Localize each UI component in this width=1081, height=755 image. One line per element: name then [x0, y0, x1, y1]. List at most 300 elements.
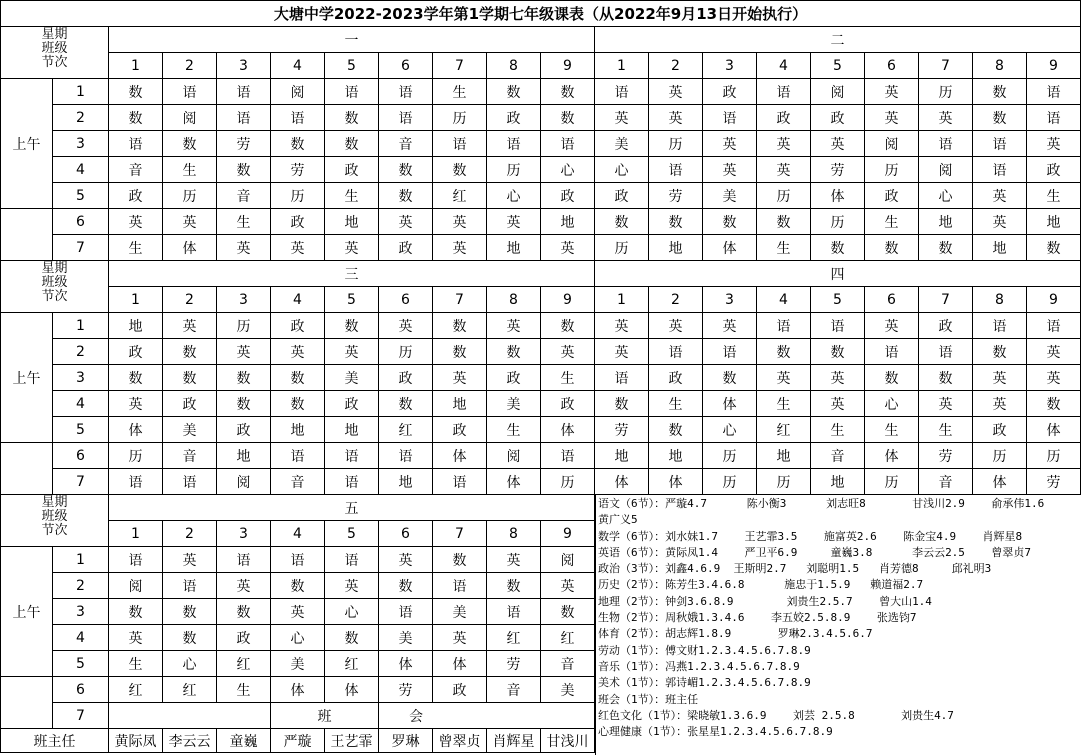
course-cell: 地 [271, 417, 325, 443]
course-cell: 数 [541, 313, 595, 339]
course-cell: 语 [325, 79, 379, 105]
course-cell: 语 [379, 105, 433, 131]
course-cell: 红 [325, 651, 379, 677]
course-cell: 政 [271, 209, 325, 235]
course-cell: 政 [811, 105, 865, 131]
class-number: 3 [703, 53, 757, 79]
course-cell: 政 [865, 183, 919, 209]
class-number: 1 [595, 53, 649, 79]
course-cell: 地 [541, 209, 595, 235]
course-cell: 数 [325, 313, 379, 339]
course-cell: 数 [1027, 391, 1081, 417]
class-number: 2 [163, 521, 217, 547]
course-cell: 数 [919, 365, 973, 391]
class-number: 9 [541, 53, 595, 79]
course-cell: 体 [109, 417, 163, 443]
course-cell: 英 [217, 235, 271, 261]
course-cell: 英 [379, 209, 433, 235]
course-cell: 数 [595, 209, 649, 235]
course-cell: 英 [865, 313, 919, 339]
course-cell: 数 [433, 339, 487, 365]
course-cell: 政 [379, 365, 433, 391]
period-number: 2 [53, 105, 109, 131]
course-cell: 英 [271, 235, 325, 261]
table-row [1, 469, 1081, 495]
course-cell: 阅 [487, 443, 541, 469]
course-cell: 英 [109, 209, 163, 235]
course-cell: 红 [379, 417, 433, 443]
course-cell: 心 [919, 183, 973, 209]
period-number: 5 [53, 417, 109, 443]
course-cell: 语 [757, 313, 811, 339]
course-cell: 数 [811, 339, 865, 365]
course-cell: 地 [1027, 209, 1081, 235]
class-number: 7 [919, 287, 973, 313]
period-number: 4 [53, 391, 109, 417]
course-cell: 英 [973, 209, 1027, 235]
course-cell: 劳 [217, 131, 271, 157]
course-cell: 生 [1027, 183, 1081, 209]
course-cell: 阅 [217, 469, 271, 495]
period-number: 2 [53, 573, 109, 599]
course-cell: 心 [595, 157, 649, 183]
session-label: 上午 [1, 79, 53, 209]
table-row [1, 79, 1081, 105]
course-cell: 语 [433, 573, 487, 599]
course-cell: 阅 [919, 157, 973, 183]
course-cell: 数 [595, 391, 649, 417]
course-cell: 英 [325, 235, 379, 261]
course-cell: 地 [325, 417, 379, 443]
legend-line: 音乐（1节）：冯燕1.2.3.4.5.6.7.8.9 [598, 659, 800, 673]
course-cell: 地 [487, 235, 541, 261]
course-cell: 政 [433, 417, 487, 443]
day-header: 五 [109, 495, 595, 521]
course-cell: 语 [487, 599, 541, 625]
course-cell: 政 [541, 391, 595, 417]
course-cell: 阅 [865, 131, 919, 157]
course-cell: 生 [487, 417, 541, 443]
period-number: 6 [53, 677, 109, 703]
table-row [1, 209, 1081, 235]
course-cell: 历 [919, 79, 973, 105]
course-cell: 地 [811, 469, 865, 495]
legend-line: 红色文化（1节）：梁晓敏1.3.6.9 刘芸 2.5.8 刘贵生4.7 [598, 708, 954, 722]
legend-line: 语文（6节）：严璇4.7 陈小衡3 刘志旺8 甘浅川2.9 俞承伟1.6 [598, 497, 1045, 510]
course-cell: 英 [811, 391, 865, 417]
course-cell: 体 [865, 443, 919, 469]
course-cell: 英 [487, 547, 541, 573]
legend-line: 地理（2节）：钟剑3.6.8.9 刘贵生2.5.7 曾大山1.4 [598, 594, 932, 608]
course-cell: 英 [325, 573, 379, 599]
course-cell: 生 [811, 417, 865, 443]
course-cell: 政 [109, 339, 163, 365]
course-cell: 英 [487, 209, 541, 235]
course-cell: 语 [109, 131, 163, 157]
course-cell: 生 [109, 651, 163, 677]
course-cell: 语 [379, 79, 433, 105]
class-number: 9 [1027, 287, 1081, 313]
table-row [1, 339, 1081, 365]
course-cell: 英 [433, 625, 487, 651]
course-cell: 英 [541, 573, 595, 599]
course-cell: 语 [325, 547, 379, 573]
course-cell: 英 [973, 183, 1027, 209]
legend-line: 黄广义5 [598, 513, 638, 527]
course-cell: 英 [541, 235, 595, 261]
course-cell: 数 [325, 131, 379, 157]
class-number: 8 [973, 287, 1027, 313]
session-label: 上午 [1, 313, 53, 443]
course-cell: 历 [487, 157, 541, 183]
class-number: 7 [433, 287, 487, 313]
table-row [1, 53, 1081, 79]
page-title: 大塘中学2022-2023学年第1学期七年级课表（从2022年9月13日开始执行） [0, 0, 1081, 26]
legend-line: 数学（6节）：刘水妹1.7 王艺霏3.5 施富英2.6 陈金宝4.9 肖辉星8 [598, 529, 1023, 543]
course-cell: 历 [541, 469, 595, 495]
course-cell: 英 [811, 365, 865, 391]
course-cell: 数 [487, 339, 541, 365]
course-cell: 历 [595, 235, 649, 261]
course-cell: 体 [595, 469, 649, 495]
course-cell: 数 [217, 599, 271, 625]
course-cell: 政 [379, 235, 433, 261]
course-cell: 语 [541, 443, 595, 469]
course-cell: 音 [163, 443, 217, 469]
course-cell: 红 [487, 625, 541, 651]
class-meeting-spacer [109, 703, 271, 729]
class-number: 6 [379, 53, 433, 79]
course-cell: 红 [433, 183, 487, 209]
period-number: 1 [53, 79, 109, 105]
corner-period: 节次 [41, 523, 68, 538]
course-cell: 地 [217, 443, 271, 469]
course-cell: 数 [109, 105, 163, 131]
course-cell: 数 [919, 235, 973, 261]
class-number: 2 [163, 287, 217, 313]
head-teacher-name: 曾翠贞 [433, 729, 487, 753]
head-teacher-name: 罗琳 [379, 729, 433, 753]
course-cell: 心 [163, 651, 217, 677]
period-number: 7 [53, 235, 109, 261]
course-cell: 政 [1027, 157, 1081, 183]
course-cell: 心 [487, 183, 541, 209]
course-cell: 生 [757, 391, 811, 417]
course-cell: 语 [973, 157, 1027, 183]
course-cell: 地 [433, 391, 487, 417]
course-cell: 政 [973, 417, 1027, 443]
course-cell: 阅 [163, 105, 217, 131]
course-cell: 生 [433, 79, 487, 105]
class-number: 7 [919, 53, 973, 79]
course-cell: 语 [595, 79, 649, 105]
class-meeting-hui: 会 [379, 703, 595, 729]
course-cell: 红 [109, 677, 163, 703]
session-label-afternoon [1, 209, 53, 261]
course-cell: 历 [811, 209, 865, 235]
course-cell: 劳 [379, 677, 433, 703]
course-cell: 地 [325, 209, 379, 235]
course-cell: 语 [865, 339, 919, 365]
course-cell: 语 [109, 547, 163, 573]
course-cell: 英 [541, 339, 595, 365]
class-number: 5 [325, 521, 379, 547]
period-number: 6 [53, 443, 109, 469]
class-number: 8 [487, 53, 541, 79]
class-number: 9 [541, 521, 595, 547]
course-cell: 数 [973, 79, 1027, 105]
course-cell: 数 [163, 339, 217, 365]
class-number: 7 [433, 53, 487, 79]
course-cell: 英 [757, 365, 811, 391]
class-number: 4 [271, 53, 325, 79]
course-cell: 政 [325, 391, 379, 417]
course-cell: 语 [973, 131, 1027, 157]
course-cell: 美 [595, 131, 649, 157]
course-cell: 历 [757, 469, 811, 495]
course-cell: 语 [703, 105, 757, 131]
course-cell: 生 [919, 417, 973, 443]
course-cell: 英 [649, 105, 703, 131]
table-row [1, 443, 1081, 469]
course-cell: 音 [217, 183, 271, 209]
table-row [1, 365, 1081, 391]
course-cell: 数 [109, 365, 163, 391]
class-number: 3 [703, 287, 757, 313]
course-cell: 政 [109, 183, 163, 209]
course-cell: 政 [217, 625, 271, 651]
period-number: 7 [53, 703, 109, 729]
course-cell: 英 [595, 105, 649, 131]
course-cell: 语 [433, 469, 487, 495]
course-cell: 语 [271, 547, 325, 573]
table-row [1, 287, 1081, 313]
course-cell: 语 [163, 573, 217, 599]
course-cell: 数 [433, 313, 487, 339]
class-number: 2 [649, 287, 703, 313]
course-cell: 历 [163, 183, 217, 209]
class-meeting-ban: 班 [271, 703, 379, 729]
course-cell: 数 [865, 365, 919, 391]
course-cell: 体 [541, 417, 595, 443]
legend-line: 生物（2节）：周秋娥1.3.4.6 李五姣2.5.8.9 张选钧7 [598, 611, 917, 625]
course-cell: 语 [703, 339, 757, 365]
course-cell: 英 [757, 157, 811, 183]
course-cell: 英 [217, 339, 271, 365]
course-cell: 生 [163, 157, 217, 183]
course-cell: 音 [271, 469, 325, 495]
table-row [1, 105, 1081, 131]
day-header: 四 [595, 261, 1081, 287]
course-cell: 英 [379, 313, 433, 339]
course-cell: 政 [703, 79, 757, 105]
class-number: 6 [379, 521, 433, 547]
period-number: 3 [53, 131, 109, 157]
class-number: 4 [271, 287, 325, 313]
course-cell: 英 [973, 391, 1027, 417]
corner-class: 班级 [41, 509, 68, 524]
course-cell: 英 [109, 391, 163, 417]
period-number: 4 [53, 157, 109, 183]
course-cell: 历 [757, 183, 811, 209]
course-cell: 英 [757, 131, 811, 157]
class-number: 8 [973, 53, 1027, 79]
table-row [1, 183, 1081, 209]
course-cell: 心 [271, 625, 325, 651]
course-cell: 音 [379, 131, 433, 157]
corner-class: 班级 [41, 41, 68, 56]
period-number: 1 [53, 313, 109, 339]
course-cell: 体 [379, 651, 433, 677]
corner-header [1, 495, 109, 547]
course-cell: 语 [109, 469, 163, 495]
course-cell: 数 [487, 573, 541, 599]
course-cell: 英 [811, 131, 865, 157]
course-cell: 数 [379, 391, 433, 417]
corner-period: 节次 [41, 289, 68, 304]
course-cell: 数 [703, 209, 757, 235]
course-cell: 体 [649, 469, 703, 495]
legend-line: 英语（6节）：黄际凤1.4 严卫平6.9 童巍3.8 李云云2.5 曾翠贞7 [598, 545, 1032, 559]
course-cell: 生 [217, 209, 271, 235]
class-number: 3 [217, 53, 271, 79]
head-teacher-name: 王艺霏 [325, 729, 379, 753]
session-label-afternoon [1, 443, 53, 495]
course-cell: 语 [649, 157, 703, 183]
course-cell: 红 [541, 625, 595, 651]
course-cell: 英 [703, 157, 757, 183]
course-cell: 美 [271, 651, 325, 677]
course-cell: 语 [541, 131, 595, 157]
course-cell: 历 [649, 131, 703, 157]
course-cell: 心 [865, 391, 919, 417]
course-cell: 政 [541, 183, 595, 209]
course-cell: 历 [703, 443, 757, 469]
course-cell: 劳 [595, 417, 649, 443]
course-cell: 英 [919, 105, 973, 131]
course-cell: 美 [325, 365, 379, 391]
course-cell: 体 [433, 651, 487, 677]
table-row [1, 391, 1081, 417]
legend-line: 心理健康（1节）：张星星1.2.3.4.5.6.7.8.9 [598, 725, 833, 739]
course-cell: 政 [757, 105, 811, 131]
course-cell: 心 [703, 417, 757, 443]
legend-line: 政治（3节）：刘鑫4.6.9 王斯明2.7 刘聪明1.5 肖芳德8 邱礼明3 [598, 562, 992, 576]
class-number: 6 [865, 287, 919, 313]
course-cell: 数 [217, 391, 271, 417]
session-label-afternoon [1, 677, 53, 729]
table-row [1, 27, 1081, 53]
course-cell: 数 [325, 625, 379, 651]
course-cell: 体 [703, 391, 757, 417]
class-number: 1 [109, 53, 163, 79]
course-cell: 劳 [487, 651, 541, 677]
course-cell: 数 [325, 105, 379, 131]
course-cell: 生 [649, 391, 703, 417]
legend-line: 班会（1节）：班主任 [598, 692, 699, 706]
head-teacher-name: 严璇 [271, 729, 325, 753]
course-cell: 数 [217, 157, 271, 183]
course-cell: 数 [379, 183, 433, 209]
course-cell: 数 [271, 131, 325, 157]
class-number: 1 [109, 521, 163, 547]
course-cell: 数 [379, 573, 433, 599]
course-cell: 语 [973, 313, 1027, 339]
course-cell: 体 [1027, 417, 1081, 443]
class-number: 2 [163, 53, 217, 79]
course-cell: 政 [325, 157, 379, 183]
course-cell: 英 [703, 131, 757, 157]
session-label: 上午 [1, 547, 53, 677]
period-number: 3 [53, 365, 109, 391]
course-cell: 数 [1027, 235, 1081, 261]
class-number: 5 [811, 287, 865, 313]
course-cell: 音 [919, 469, 973, 495]
head-teacher-name: 李云云 [163, 729, 217, 753]
course-cell: 语 [919, 339, 973, 365]
course-cell: 劳 [919, 443, 973, 469]
head-teacher-name: 黄际凤 [109, 729, 163, 753]
course-cell: 音 [109, 157, 163, 183]
course-cell: 历 [271, 183, 325, 209]
legend-line: 劳动（1节）：傅文财1.2.3.4.5.6.7.8.9 [598, 643, 811, 657]
course-cell: 数 [163, 625, 217, 651]
class-number: 6 [379, 287, 433, 313]
course-cell: 地 [919, 209, 973, 235]
corner-header [1, 261, 109, 313]
course-cell: 数 [541, 105, 595, 131]
course-cell: 英 [433, 365, 487, 391]
course-cell: 劳 [649, 183, 703, 209]
course-cell: 阅 [271, 79, 325, 105]
class-number: 5 [811, 53, 865, 79]
course-cell: 英 [973, 365, 1027, 391]
table-row [1, 417, 1081, 443]
course-cell: 数 [109, 599, 163, 625]
course-cell: 生 [865, 417, 919, 443]
class-number: 9 [1027, 53, 1081, 79]
course-cell: 历 [973, 443, 1027, 469]
course-cell: 美 [703, 183, 757, 209]
course-cell: 数 [271, 365, 325, 391]
course-cell: 英 [109, 625, 163, 651]
course-cell: 英 [325, 339, 379, 365]
course-cell: 政 [487, 105, 541, 131]
course-cell: 英 [379, 547, 433, 573]
course-cell: 政 [649, 365, 703, 391]
day-header: 三 [109, 261, 595, 287]
course-cell: 英 [487, 313, 541, 339]
class-number: 5 [325, 53, 379, 79]
course-cell: 体 [487, 469, 541, 495]
class-number: 3 [217, 521, 271, 547]
course-cell: 英 [865, 79, 919, 105]
corner-weekday: 星期 [41, 27, 68, 42]
course-cell: 历 [865, 157, 919, 183]
course-cell: 数 [487, 79, 541, 105]
class-number: 8 [487, 521, 541, 547]
table-row [1, 157, 1081, 183]
day-header: 二 [595, 27, 1081, 53]
class-number: 4 [757, 53, 811, 79]
course-cell: 英 [271, 599, 325, 625]
course-cell: 语 [325, 469, 379, 495]
course-cell: 历 [109, 443, 163, 469]
course-cell: 音 [487, 677, 541, 703]
class-number: 2 [649, 53, 703, 79]
class-number: 4 [271, 521, 325, 547]
course-cell: 美 [541, 677, 595, 703]
